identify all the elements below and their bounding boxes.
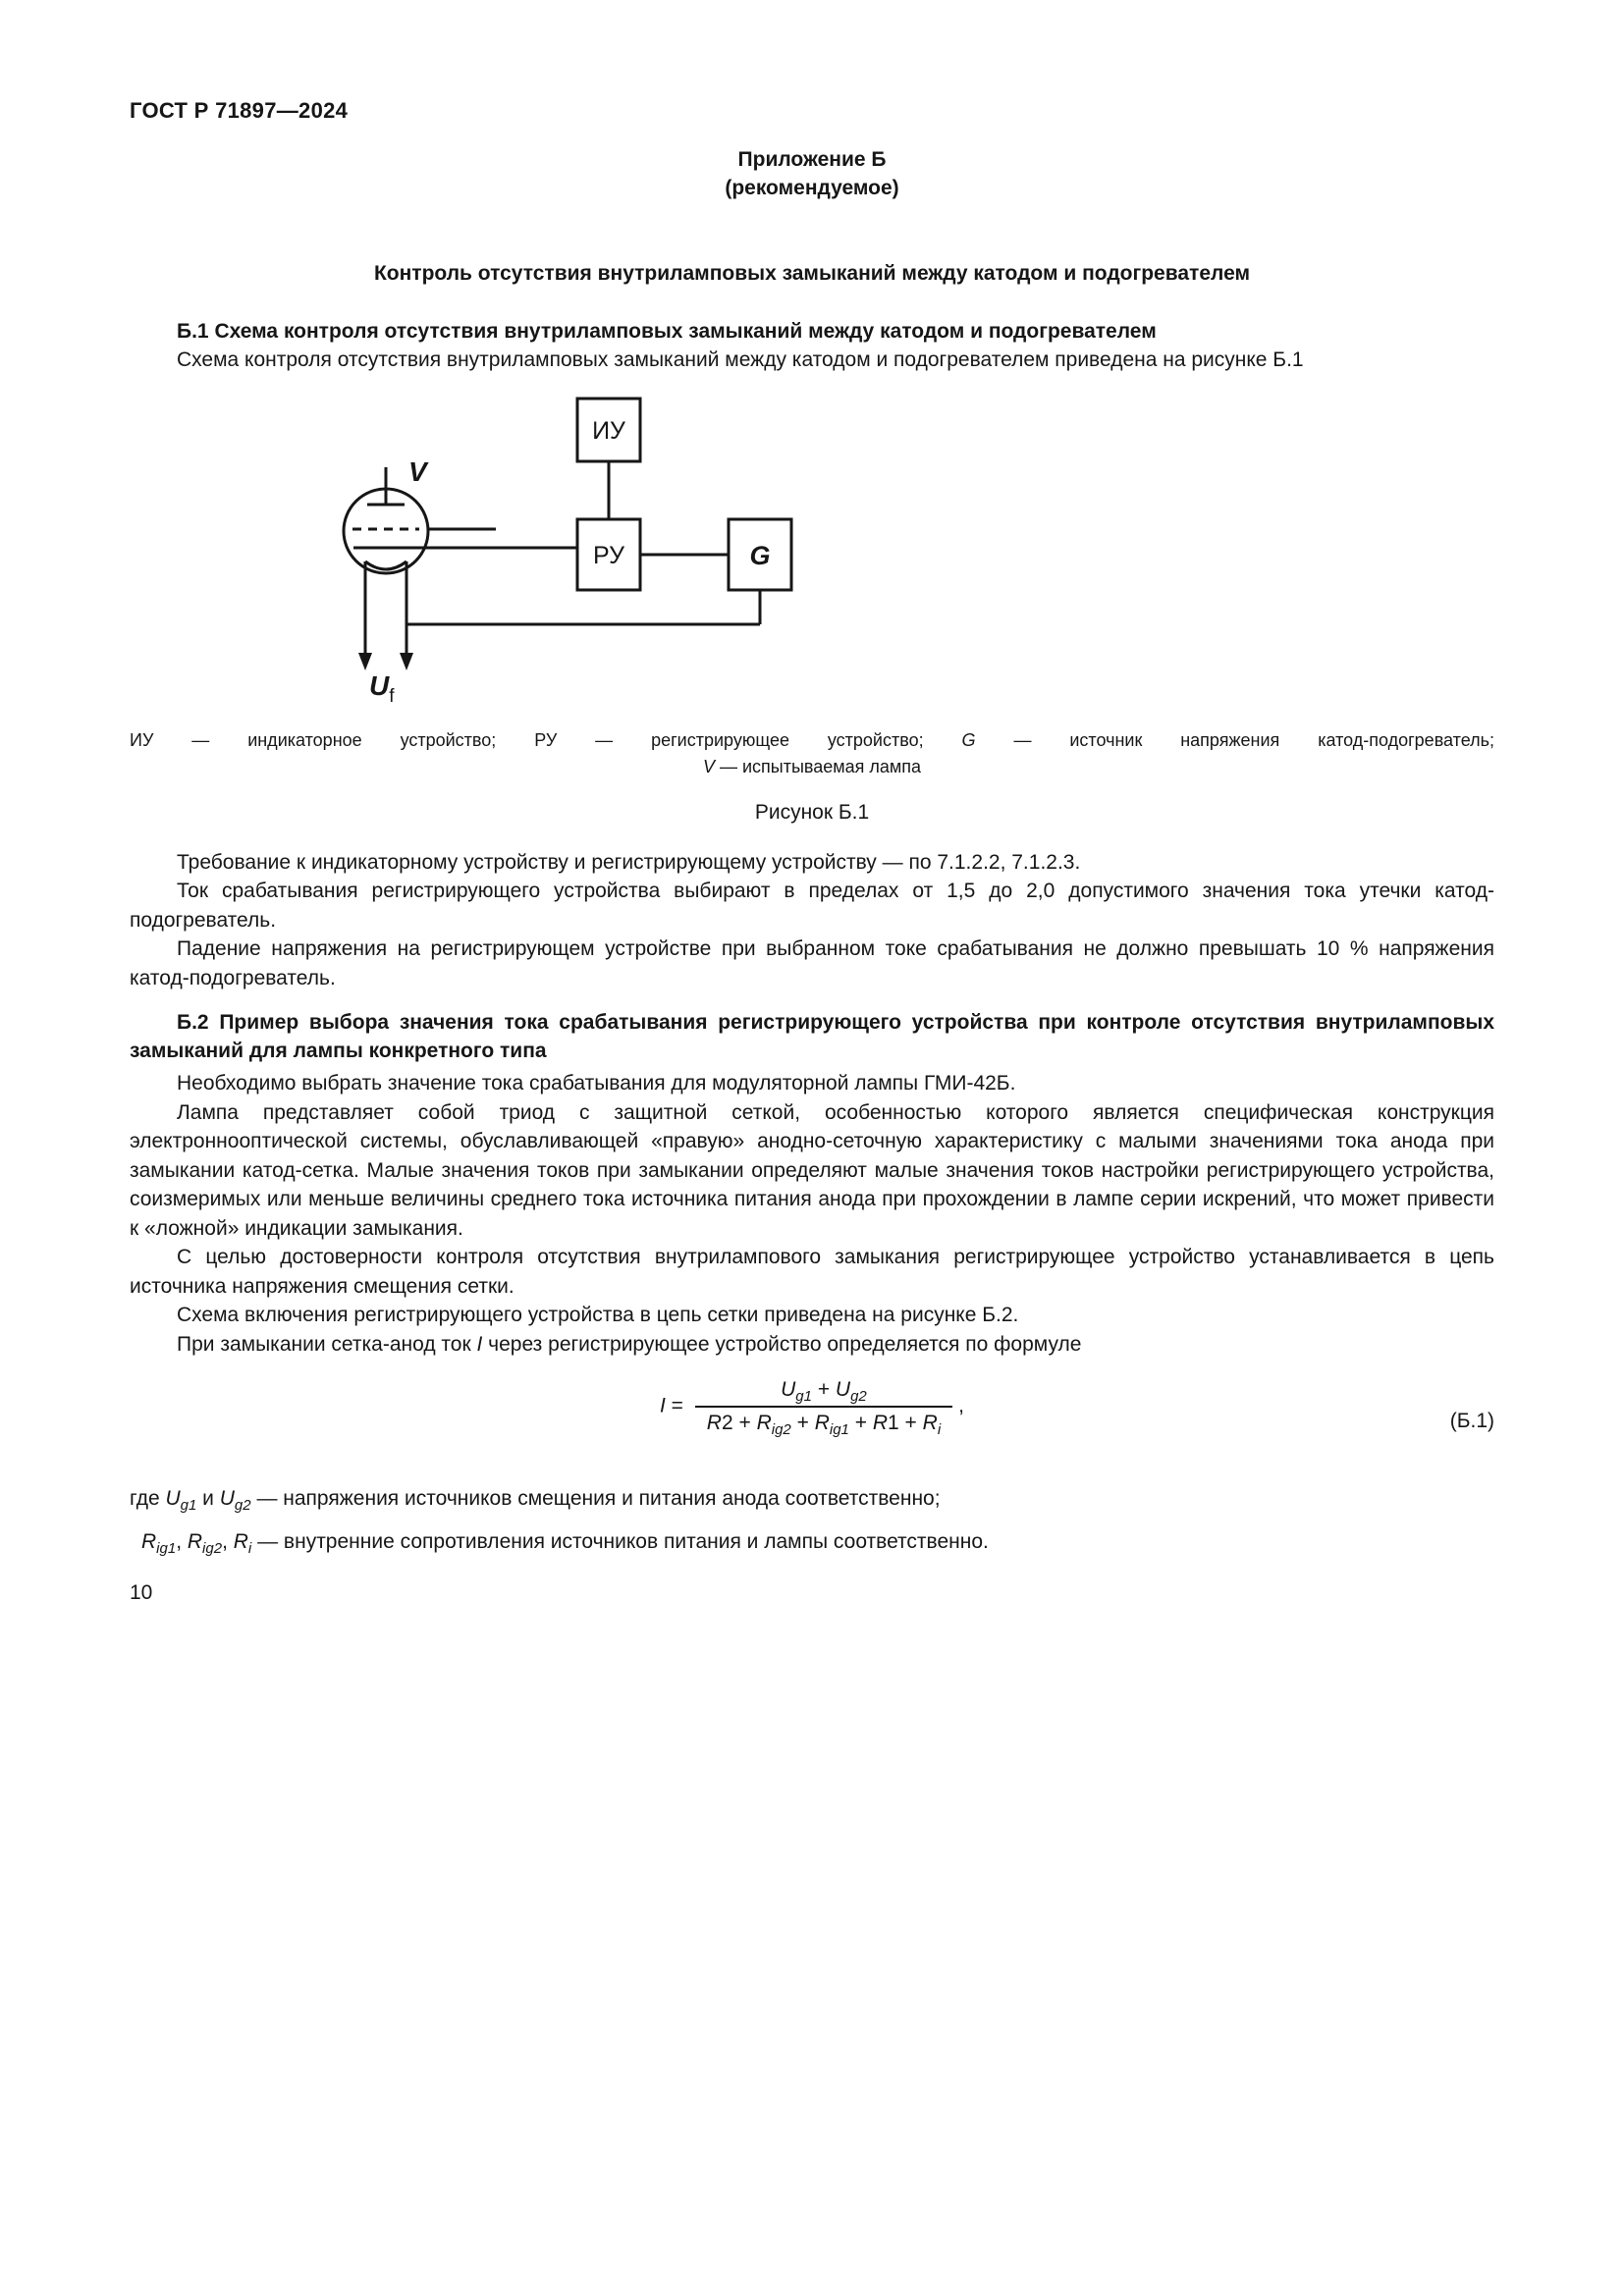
paragraph-b2-1: Необходимо выбрать значение тока срабатывания для модуляторной лампы ГМИ-42Б.	[177, 1072, 1016, 1095]
formula-equals: =	[665, 1394, 689, 1417]
var-rig2: R	[756, 1412, 772, 1434]
paragraph-text: При замыкании сетка-анод ток	[177, 1332, 477, 1356]
arrow-down-left-icon	[358, 653, 372, 670]
section-b2-heading: Б.2 Пример выбора значения тока срабатывания регистрирующего устройства при контроле отсутствия внутриламповых замыканий для лампы конкретного типа	[130, 1011, 1494, 1062]
heater-filament	[365, 561, 406, 569]
formula-b1	[130, 1378, 1494, 1465]
paragraph-voltage-drop: Падение напряжения на регистрирующем устройстве при выбранном токе срабатывания не должно превышать 10 % напряжения катод-подогреватель.	[130, 937, 1494, 989]
paragraph-b1-intro: Схема контроля отсутствия внутриламповых замыканий между катодом и подогревателем приведена на рисунке Б.1	[177, 348, 1304, 371]
paragraph-b2-4: Схема включения регистрирующего устройства в цепь сетки приведена на рисунке Б.2.	[177, 1304, 1019, 1326]
paragraph-text: через регистрирующее устройство определяется по формуле	[482, 1332, 1082, 1356]
comma: ,	[176, 1529, 188, 1553]
current-variable: I	[476, 1332, 483, 1356]
var-rig2-sub: ig2	[771, 1421, 791, 1439]
var-ri: R	[233, 1529, 248, 1553]
var-r1: R	[872, 1412, 889, 1434]
plus-sign: +	[811, 1378, 836, 1401]
where-clause-2	[130, 1527, 1494, 1557]
formula-fraction	[695, 1378, 952, 1439]
var-u2: U	[835, 1378, 851, 1401]
figure-caption-line2	[130, 754, 1494, 780]
arrow-down-right-icon	[400, 653, 413, 670]
figure-number-label: Рисунок Б.1	[754, 800, 870, 824]
plus-sign: +	[790, 1412, 815, 1434]
indicator-device-label: ИУ	[592, 416, 625, 445]
var-u1: U	[781, 1378, 796, 1401]
caption-var-g: G	[961, 729, 976, 750]
paragraph-requirements: Требование к индикаторному устройству и регистрирующему устройству — по 7.1.2.2, 7.1.2.3.	[177, 850, 1081, 874]
var-rig1-sub: ig1	[829, 1421, 849, 1439]
var-u1: U	[165, 1487, 181, 1510]
where-and: и	[196, 1487, 220, 1510]
var-r1-num: 1	[888, 1412, 899, 1434]
var-ri-sub: i	[937, 1421, 942, 1439]
var-u2-sub: g2	[850, 1388, 867, 1406]
recording-device-label: РУ	[592, 541, 625, 569]
plus-sign: +	[898, 1412, 923, 1434]
plus-sign: +	[732, 1412, 757, 1434]
caption-text: ИУ — индикаторное устройство; РУ — регистрирующее устройство;	[130, 729, 962, 750]
paragraph-b2-5	[130, 1330, 1494, 1360]
var-u2: U	[219, 1487, 235, 1510]
var-r2: R	[706, 1412, 722, 1434]
plus-sign: +	[848, 1412, 873, 1434]
formula-denominator	[695, 1408, 952, 1439]
where-lead: где	[130, 1487, 166, 1510]
document-number: ГОСТ Р 71897—2024	[130, 98, 349, 123]
var-u1-sub: g1	[795, 1388, 812, 1406]
annex-title: Приложение Б	[737, 148, 887, 171]
where-text: — напряжения источников смещения и питания анода соответственно;	[250, 1487, 941, 1510]
figure-caption-line1	[130, 727, 1494, 754]
comma: ,	[222, 1529, 234, 1553]
main-title: Контроль отсутствия внутриламповых замыканий между катодом и подогревателем	[373, 262, 1251, 285]
paragraph-b2-3: С целью достоверности контроля отсутствия внутрилампового замыкания регистрирующее устройство устанавливается в цепь источника напряжения смещения сетки.	[130, 1246, 1494, 1298]
formula-comma: ,	[958, 1394, 964, 1417]
tube-v-label: V	[408, 455, 427, 487]
where-text: — внутренние сопротивления источников питания и лампы соответственно.	[251, 1529, 989, 1553]
section-b1-heading: Б.1 Схема контроля отсутствия внутриламповых замыканий между катодом и подогревателем	[177, 320, 1157, 343]
paragraph-b2-2: Лампа представляет собой триод с защитной сеткой, особенностью которого является специфическая конструкция электроннооптической системы, обуславливающей «правую» анодно-сеточную характеристику с малыми значениями тока анода при замыкании катод-сетка. Малые значения токов при замыкании определяют малые значения токов настройки регистрирующего устройства, соизмеримых или меньше величины среднего тока источника питания анода при прохождении в лампе серии искрений, что может привести к «ложной» индикации замыкания.	[130, 1100, 1494, 1240]
caption-var-v: V	[702, 756, 715, 776]
var-r2-num: 2	[721, 1412, 733, 1434]
paragraph-trigger-current: Ток срабатывания регистрирующего устройства выбирают в пределах от 1,5 до 2,0 допустимого значения тока утечки катод-подогреватель.	[130, 880, 1494, 932]
where-clause-1	[130, 1484, 1494, 1514]
var-rig1: R	[141, 1529, 157, 1553]
page-number: 10	[130, 1581, 153, 1604]
formula-numerator	[695, 1378, 952, 1408]
figure-caption	[130, 727, 1494, 780]
var-u2-sub: g2	[234, 1497, 251, 1515]
var-rig2-sub: ig2	[202, 1539, 223, 1557]
page-content	[130, 98, 1494, 1605]
annex-block	[130, 145, 1494, 202]
var-rig1: R	[814, 1412, 830, 1434]
caption-text: — источник напряжения катод-подогреватель;	[975, 729, 1495, 750]
caption-text: — испытываемая лампа	[714, 756, 922, 776]
var-ri-sub: i	[247, 1539, 252, 1557]
var-rig2: R	[187, 1529, 203, 1553]
source-g-label: G	[749, 540, 771, 570]
var-ri: R	[922, 1412, 938, 1434]
var-u1-sub: g1	[180, 1497, 197, 1515]
formula-number: (Б.1)	[1449, 1410, 1494, 1432]
heater-voltage-label: $U_f$	[369, 669, 395, 707]
circuit-diagram	[324, 389, 1494, 720]
circuit-diagram-svg	[324, 389, 835, 715]
annex-subtitle: (рекомендуемое)	[725, 177, 899, 199]
var-rig1-sub: ig1	[156, 1539, 177, 1557]
formula-lhs: I	[659, 1394, 666, 1417]
